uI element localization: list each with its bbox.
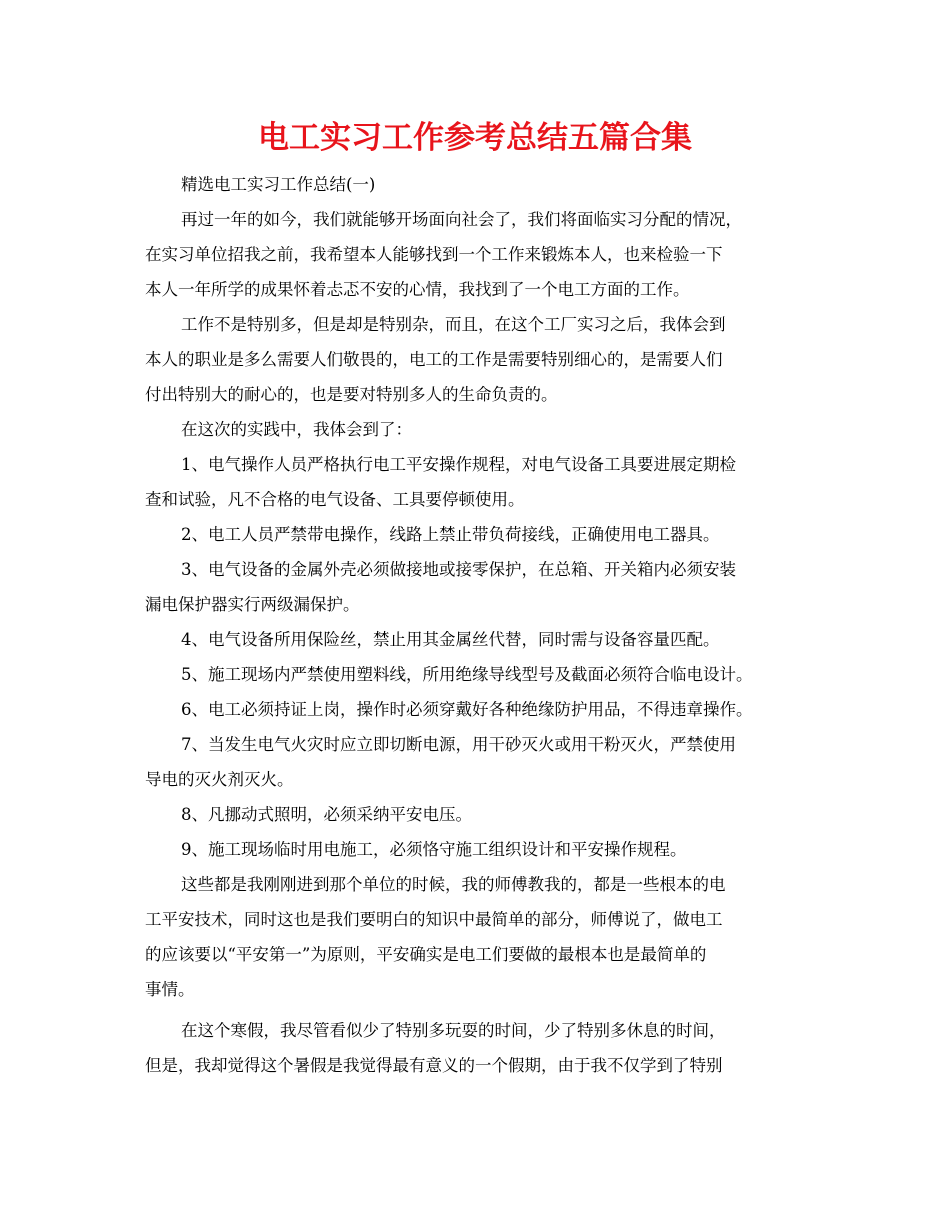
text-line: 1、电气操作人员严格执行电工平安操作规程，对电气设备工具要进展定期检 [181, 455, 736, 474]
text-line: 精选电工实习工作总结(一) [181, 175, 376, 194]
text-line: 4、电气设备所用保险丝，禁止用其金属丝代替，同时需与设备容量匹配。 [181, 630, 720, 649]
text-line: 事情。 [145, 980, 195, 999]
document-title: 电工实习工作参考总结五篇合集 [258, 120, 692, 156]
text-line: 7、当发生电气火灾时应立即切断电源，用干砂灭火或用干粉灭火，严禁使用 [181, 735, 736, 754]
text-line: 在这个寒假，我尽管看似少了特别多玩耍的时间，少了特别多休息的时间， [181, 1021, 726, 1040]
text-line: 9、施工现场临时用电施工，必须恪守施工组织设计和平安操作规程。 [181, 840, 687, 859]
text-line: 导电的灭火剂灭火。 [145, 770, 294, 789]
text-line: 本人的职业是多么需要人们敬畏的，电工的工作是需要特别细心的，是需要人们 [145, 350, 723, 369]
text-line: 8、凡挪动式照明，必须采纳平安电压。 [181, 805, 472, 824]
text-line: 付出特别大的耐心的，也是要对特别多人的生命负责的。 [145, 385, 558, 404]
document-body [145, 167, 825, 1083]
text-line: 2、电工人员严禁带电操作，线路上禁止带负荷接线，正确使用电工器具。 [181, 525, 720, 544]
text-line: 在这次的实践中，我体会到了： [181, 420, 412, 439]
text-line: 漏电保护器实行两级漏保护。 [145, 595, 360, 614]
text-line: 工作不是特别多，但是却是特别杂，而且，在这个工厂实习之后，我体会到 [181, 315, 726, 334]
text-line: 3、电气设备的金属外壳必须做接地或接零保护，在总箱、开关箱内必须安装 [181, 560, 736, 579]
text-line: 但是，我却觉得这个暑假是我觉得最有意义的一个假期，由于我不仅学到了特别 [145, 1056, 723, 1075]
text-line: 的应该要以“平安第一”为原则，平安确实是电工们要做的最根本也是最简单的 [145, 945, 707, 964]
text-line: 5、施工现场内严禁使用塑料线，所用绝缘导线型号及截面必须符合临电设计。 [181, 665, 753, 684]
text-line: 这些都是我刚刚进到那个单位的时候，我的师傅教我的，都是一些根本的电 [181, 875, 726, 894]
text-line: 查和试验，凡不合格的电气设备、工具要停顿使用。 [145, 490, 525, 509]
text-line: 工平安技术，同时这也是我们要明白的知识中最简单的部分，师傅说了，做电工 [145, 910, 723, 929]
text-line: 6、电工必须持证上岗，操作时必须穿戴好各种绝缘防护用品，不得违章操作。 [181, 700, 753, 719]
text-line: 再过一年的如今，我们就能够开场面向社会了，我们将面临实习分配的情况， [181, 210, 742, 229]
text-line: 在实习单位招我之前，我希望本人能够找到一个工作来锻炼本人，也来检验一下 [145, 245, 723, 264]
text-line: 本人一年所学的成果怀着忐忑不安的心情，我找到了一个电工方面的工作。 [145, 280, 690, 299]
